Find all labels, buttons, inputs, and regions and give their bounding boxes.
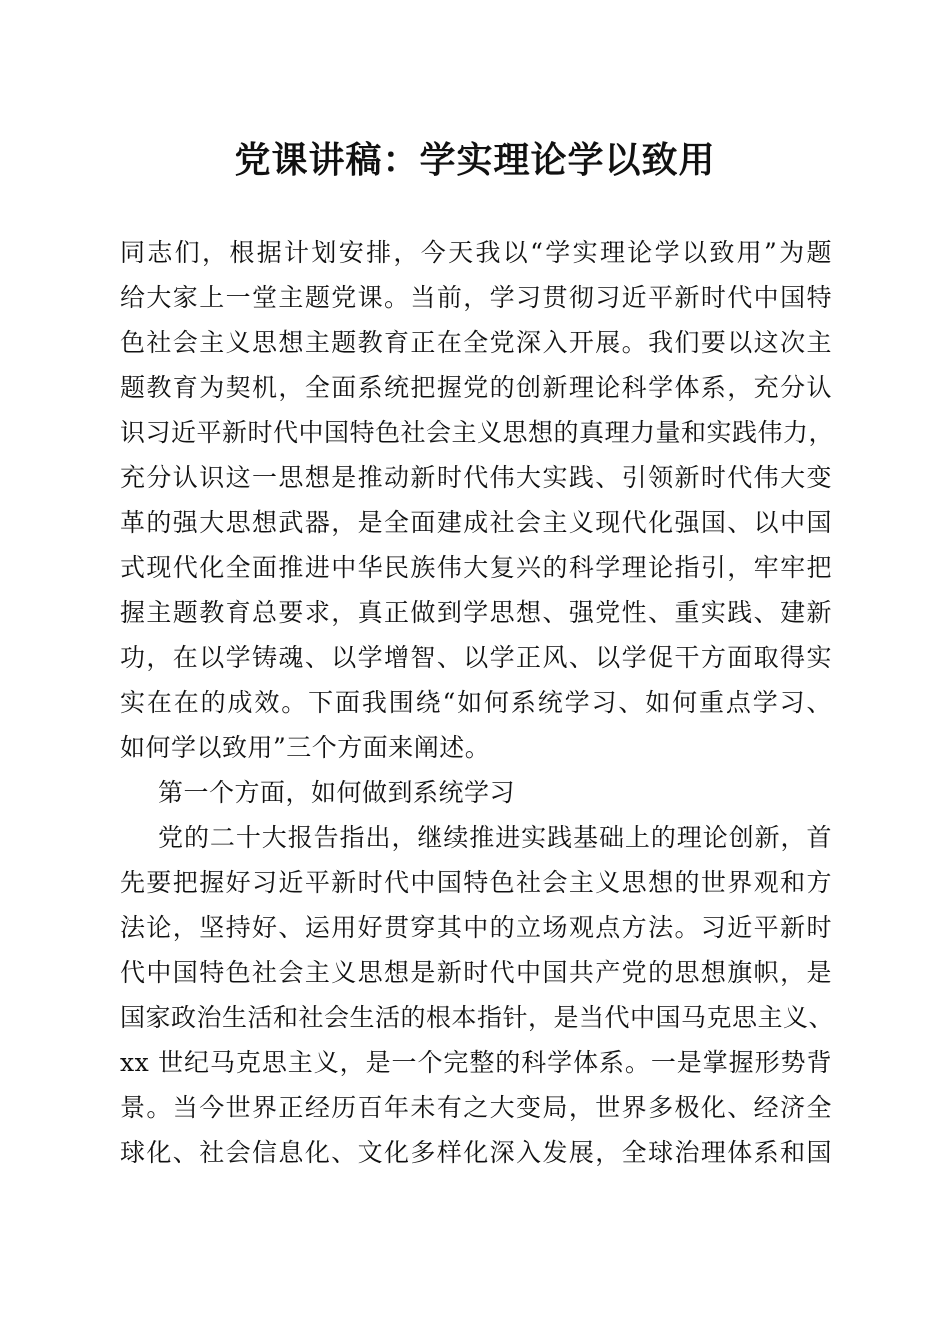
- document-body: [120, 230, 835, 1175]
- text-line: 代中国特色社会主义思想是新时代中国共产党的思想旗帜，是: [120, 958, 832, 987]
- text-line: 党的二十大报告指出，继续推进实践基础上的理论创新，首: [158, 823, 832, 852]
- text-line: 景。当今世界正经历百年未有之大变局，世界多极化、经济全: [120, 1093, 832, 1122]
- text-line: 实在在的成效。下面我围绕“如何系统学习、如何重点学习、: [120, 688, 832, 717]
- text-line: 革的强大思想武器，是全面建成社会主义现代化强国、以中国: [120, 508, 832, 537]
- text-line: 同志们，根据计划安排，今天我以“学实理论学以致用”为题: [120, 238, 832, 267]
- text-line: 握主题教育总要求，真正做到学思想、强党性、重实践、建新: [120, 598, 832, 627]
- text-line: 先要把握好习近平新时代中国特色社会主义思想的世界观和方: [120, 868, 832, 897]
- paragraph-intro: [120, 230, 835, 770]
- text-line: 法论，坚持好、运用好贯穿其中的立场观点方法。习近平新时: [120, 913, 832, 942]
- text-line: 国家政治生活和社会生活的根本指针，是当代中国马克思主义、: [120, 1003, 835, 1032]
- document-title: 党课讲稿：学实理论学以致用: [234, 139, 716, 181]
- text-line: 色社会主义思想主题教育正在全党深入开展。我们要以这次主: [120, 328, 832, 357]
- text-line: 题教育为契机，全面系统把握党的创新理论科学体系，充分认: [120, 373, 832, 402]
- paragraph-section1: [120, 815, 835, 1175]
- text-line: 识习近平新时代中国特色社会主义思想的真理力量和实践伟力，: [120, 418, 835, 447]
- text-line: 如何学以致用”三个方面来阐述。: [120, 733, 491, 762]
- section-heading: 第一个方面，如何做到系统学习: [158, 778, 516, 807]
- text-line: xx 世纪马克思主义，是一个完整的科学体系。一是掌握形势背: [120, 1048, 832, 1077]
- text-line: 球化、社会信息化、文化多样化深入发展，全球治理体系和国: [120, 1138, 832, 1167]
- text-line: 充分认识这一思想是推动新时代伟大实践、引领新时代伟大变: [120, 463, 832, 492]
- text-line: 式现代化全面推进中华民族伟大复兴的科学理论指引，牢牢把: [120, 553, 832, 582]
- text-line: 功，在以学铸魂、以学增智、以学正风、以学促干方面取得实: [120, 643, 832, 672]
- text-line: 给大家上一堂主题党课。当前，学习贯彻习近平新时代中国特: [120, 283, 832, 312]
